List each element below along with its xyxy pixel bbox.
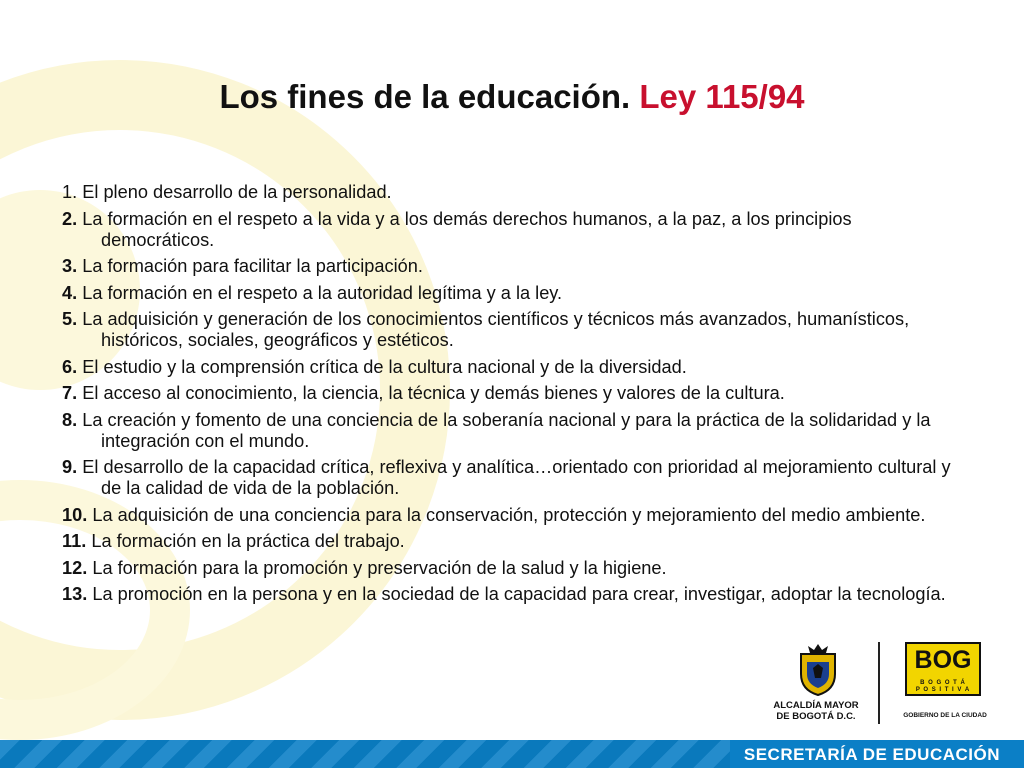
list-item: 1. El pleno desarrollo de la personalidad. — [62, 182, 392, 202]
list-item: 12. La formación para la promoción y preservación de la salud y la higiene. — [62, 557, 667, 578]
logo-divider — [878, 642, 880, 724]
list-item: 8. La creación y fomento de una conciencia de la soberanía nacional y para la práctica de la solidaridad y la integración con el mundo. — [62, 409, 931, 451]
list-item: 5. La adquisición y generación de los conocimientos científicos y técnicos más avanzados, humanísticos, históricos, sociales, geográficos y estéticos. — [62, 309, 910, 350]
crest-caption: ALCALDÍA MAYOR DE BOGOTÁ D.C. — [773, 700, 859, 722]
aims-list — [62, 182, 962, 611]
list-item: 4. La formación en el respeto a la autoridad legítima y a la ley. — [62, 282, 563, 303]
bogota-crest-icon — [793, 644, 843, 696]
list-item: 10. La adquisición de una conciencia para la conservación, protección y mejoramiento del medio ambiente. — [62, 504, 926, 525]
footer-label: SECRETARÍA DE EDUCACIÓN — [743, 745, 1000, 764]
list-item: 2. La formación en el respeto a la vida y a los demás derechos humanos, a la paz, a los principios democráticos. — [62, 208, 852, 250]
list-item: 7. El acceso al conocimiento, la ciencia, la técnica y demás bienes y valores de la cultura. — [62, 383, 785, 403]
logos-block — [755, 640, 995, 730]
list-item: 6. El estudio y la comprensión crítica de la cultura nacional y de la diversidad. — [62, 356, 687, 377]
slide-title — [0, 78, 1024, 116]
slide-title-highlight: Ley 115/94 — [639, 78, 805, 115]
footer-stripes-decoration — [0, 740, 730, 768]
slide-title-main: Los fines de la educación. — [219, 78, 631, 115]
list-item: 3. La formación para facilitar la participación. — [62, 256, 423, 276]
bog-caption: GOBIERNO DE LA CIUDAD — [903, 712, 987, 719]
list-item: 13. La promoción en la persona y en la sociedad de la capacidad para crear, investigar, adoptar la tecnología. — [62, 584, 946, 604]
bogota-positiva-logo: BOG B O G O T Á P O S I T I V A — [905, 642, 981, 696]
footer-bar — [0, 740, 1024, 768]
list-item: 11. La formación en la práctica del trabajo. — [62, 531, 405, 551]
list-item: 9. El desarrollo de la capacidad crítica, reflexiva y analítica…orientado con prioridad al mejoramiento cultural y de la calidad de vida de la población. — [62, 457, 951, 498]
